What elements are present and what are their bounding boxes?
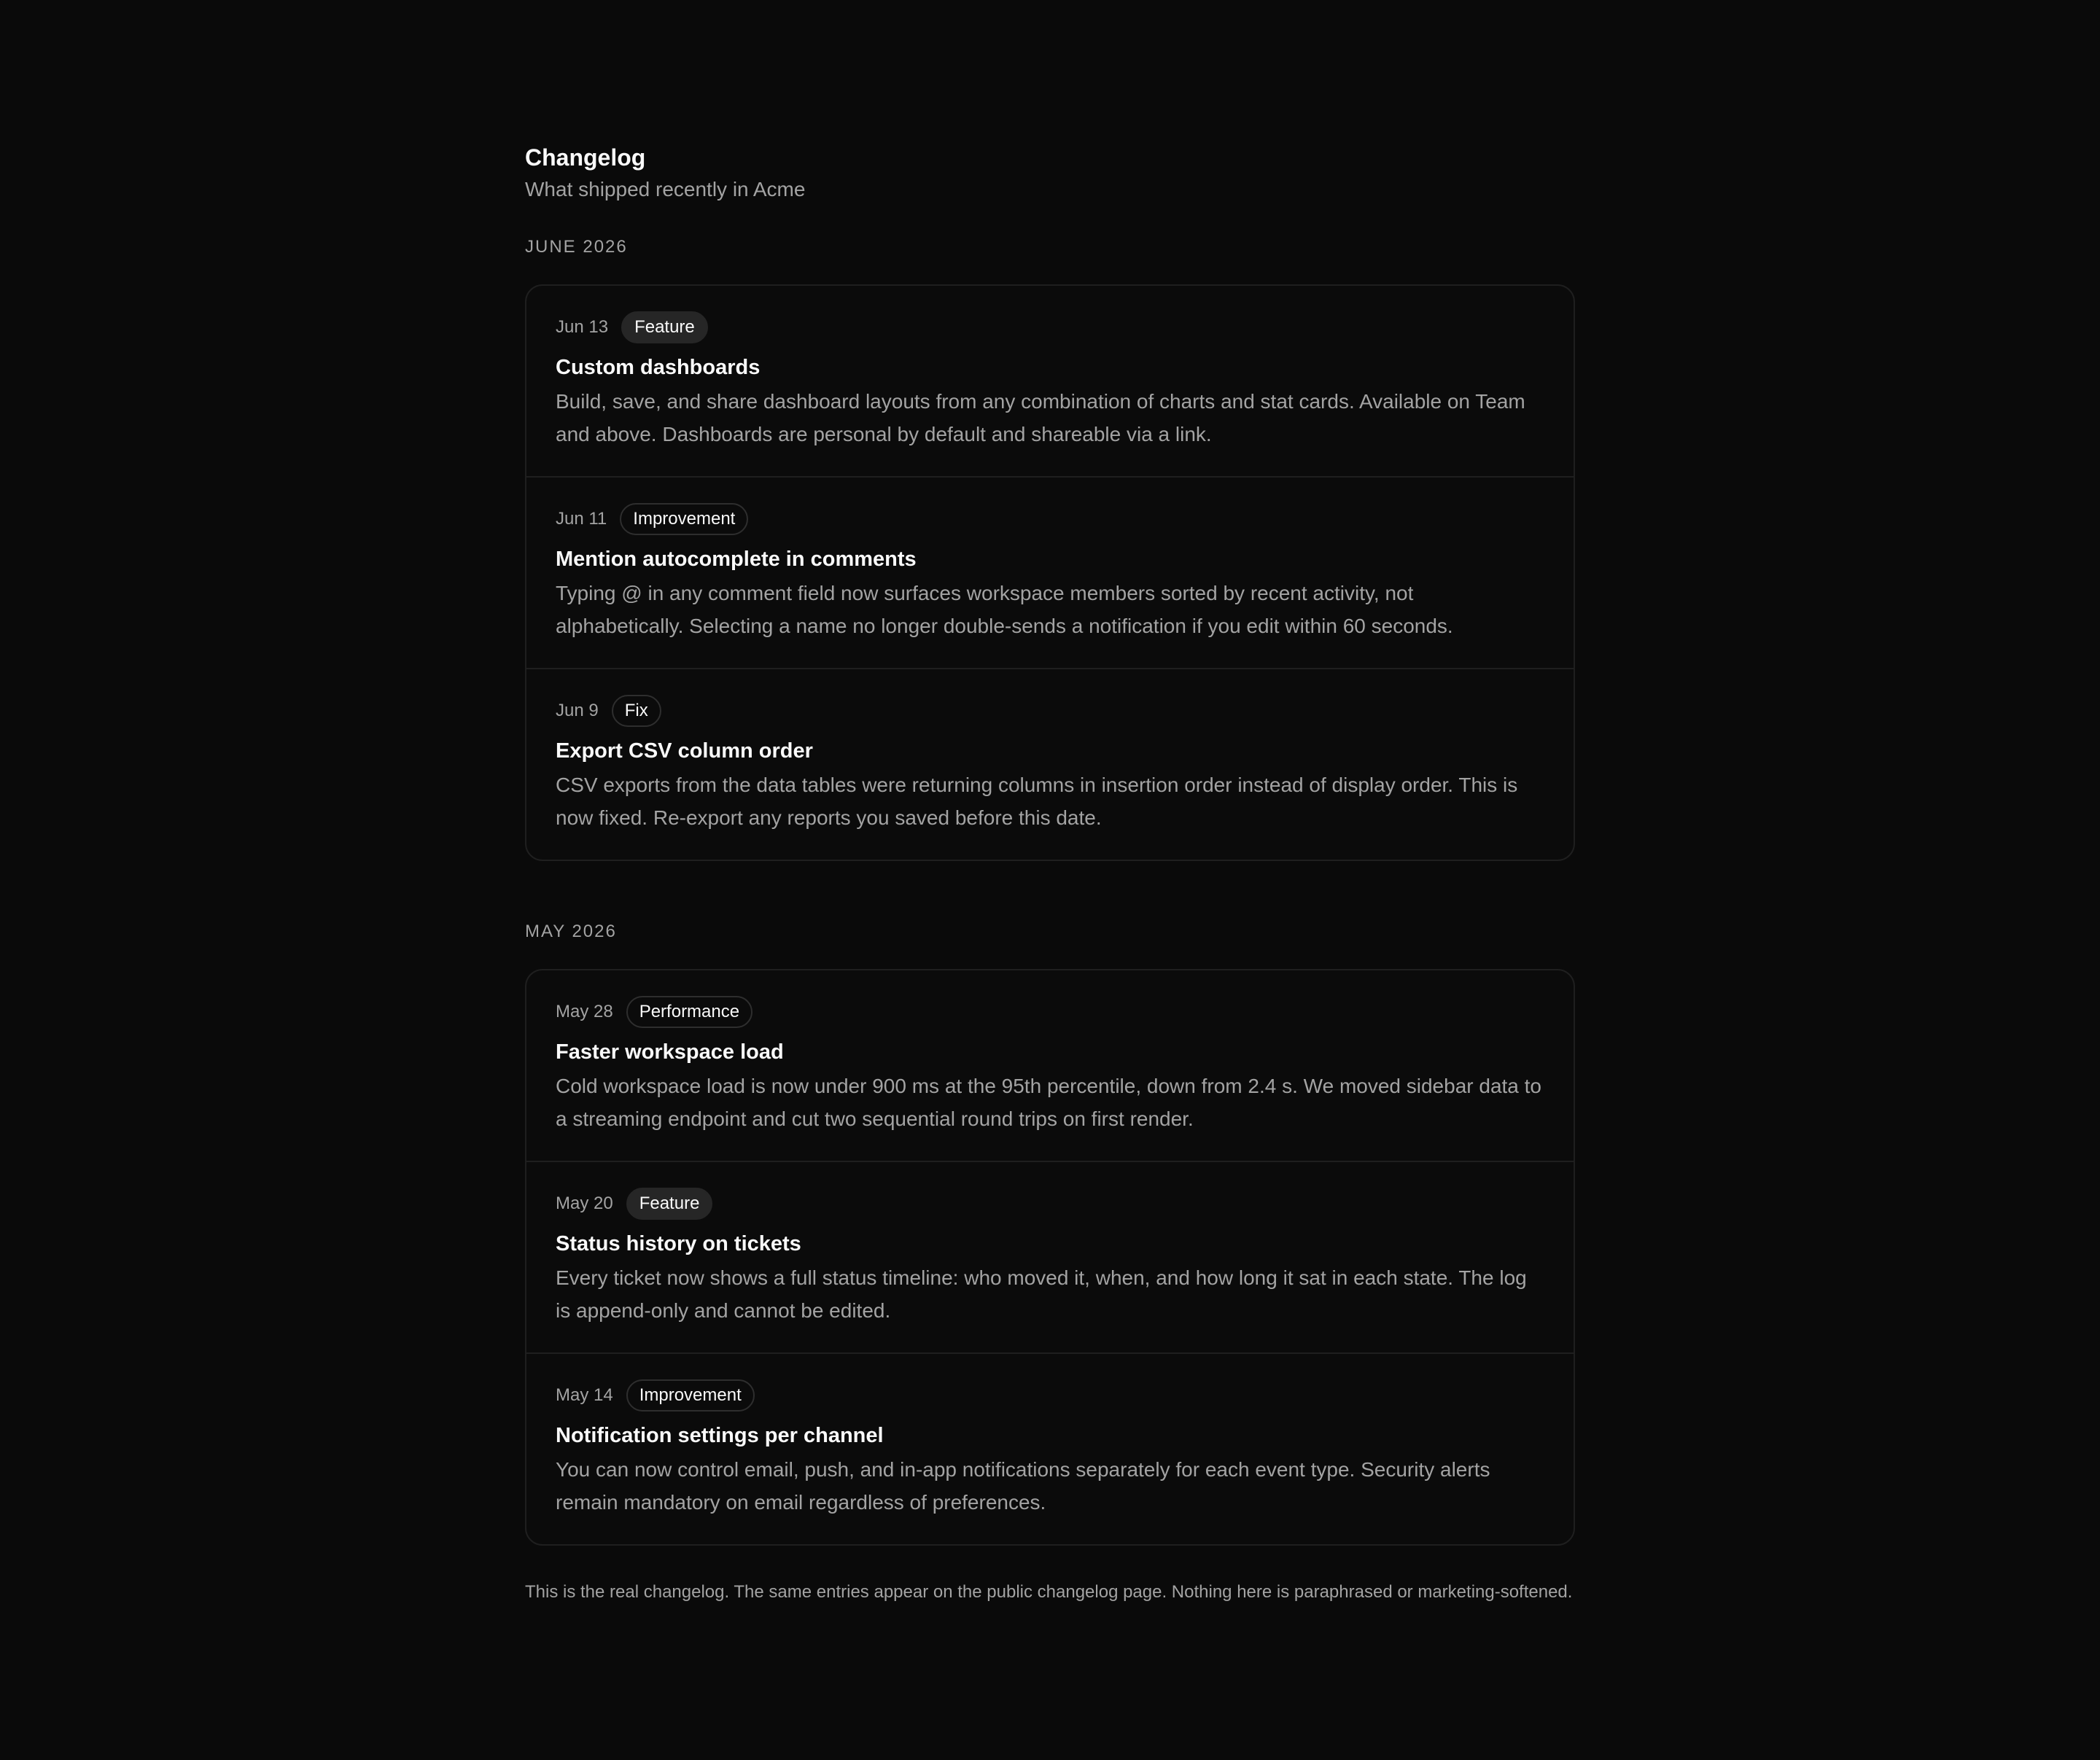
tag-badge-fix: Fix bbox=[612, 695, 661, 727]
entry-body: Typing @ in any comment field now surfaces workspace members sorted by recent activity, not alphabetically. Selecting a name no longer double-sends a notification if you edit within 60 seconds. bbox=[556, 582, 1453, 637]
changelog-entry bbox=[526, 970, 1574, 1161]
entry-body: Every ticket now shows a full status timeline: who moved it, when, and how long it sat in each state. The log is append-only and cannot be edited. bbox=[556, 1266, 1527, 1322]
entry-body: You can now control email, push, and in-app notifications separately for each event type. Security alerts remain mandatory on email regardless of preferences. bbox=[556, 1458, 1490, 1514]
entry-meta bbox=[556, 504, 1544, 534]
changelog-card-may-2026 bbox=[525, 969, 1575, 1546]
changelog-page bbox=[525, 143, 1575, 1604]
tag-badge-improvement: Improvement bbox=[620, 503, 748, 535]
entry-title: Export CSV column order bbox=[556, 739, 813, 763]
changelog-entry bbox=[526, 668, 1574, 860]
tag-badge-feature: Feature bbox=[621, 311, 708, 343]
entry-meta bbox=[556, 997, 1544, 1027]
entry-body: Cold workspace load is now under 900 ms at the 95th percentile, down from 2.4 s. We moved sidebar data to a streaming endpoint and cut two sequential round trips on first render. bbox=[556, 1075, 1541, 1130]
entry-title: Status history on tickets bbox=[556, 1232, 801, 1255]
entry-title: Mention autocomplete in comments bbox=[556, 548, 917, 571]
page-subtitle: What shipped recently in Acme bbox=[525, 178, 806, 200]
changelog-entry bbox=[526, 286, 1574, 476]
month-label-may-2026: MAY 2026 bbox=[525, 922, 617, 941]
entry-body: CSV exports from the data tables were returning columns in insertion order instead of display order. This is now fixed. Re-export any reports you saved before this date. bbox=[556, 774, 1518, 829]
entry-date: May 28 bbox=[556, 1002, 613, 1021]
entry-meta bbox=[556, 1380, 1544, 1411]
changelog-entry bbox=[526, 1161, 1574, 1352]
entry-meta bbox=[556, 696, 1544, 726]
entry-meta bbox=[556, 312, 1544, 343]
changelog-entry bbox=[526, 476, 1574, 668]
changelog-card-june-2026 bbox=[525, 284, 1575, 861]
entry-meta bbox=[556, 1188, 1544, 1219]
entry-title: Faster workspace load bbox=[556, 1040, 784, 1064]
entry-date: Jun 9 bbox=[556, 701, 599, 720]
month-label-june-2026: JUNE 2026 bbox=[525, 237, 628, 257]
tag-badge-improvement: Improvement bbox=[626, 1379, 755, 1411]
page-title: Changelog bbox=[525, 144, 646, 171]
entry-date: May 20 bbox=[556, 1194, 613, 1213]
tag-badge-feature: Feature bbox=[626, 1188, 713, 1220]
entry-title: Custom dashboards bbox=[556, 356, 761, 379]
entry-title: Notification settings per channel bbox=[556, 1424, 884, 1447]
entry-date: Jun 13 bbox=[556, 317, 609, 337]
tag-badge-performance: Performance bbox=[626, 996, 752, 1028]
changelog-entry bbox=[526, 1352, 1574, 1544]
entry-date: Jun 11 bbox=[556, 509, 607, 529]
footnote: This is the real changelog. The same entries appear on the public changelog page. Nothing here is paraphrased or marketing-softened. bbox=[525, 1582, 1573, 1602]
entry-body: Build, save, and share dashboard layouts from any combination of charts and stat cards. Available on Team and above. Dashboards are personal by default and shareable via a link. bbox=[556, 390, 1525, 445]
entry-date: May 14 bbox=[556, 1385, 613, 1405]
